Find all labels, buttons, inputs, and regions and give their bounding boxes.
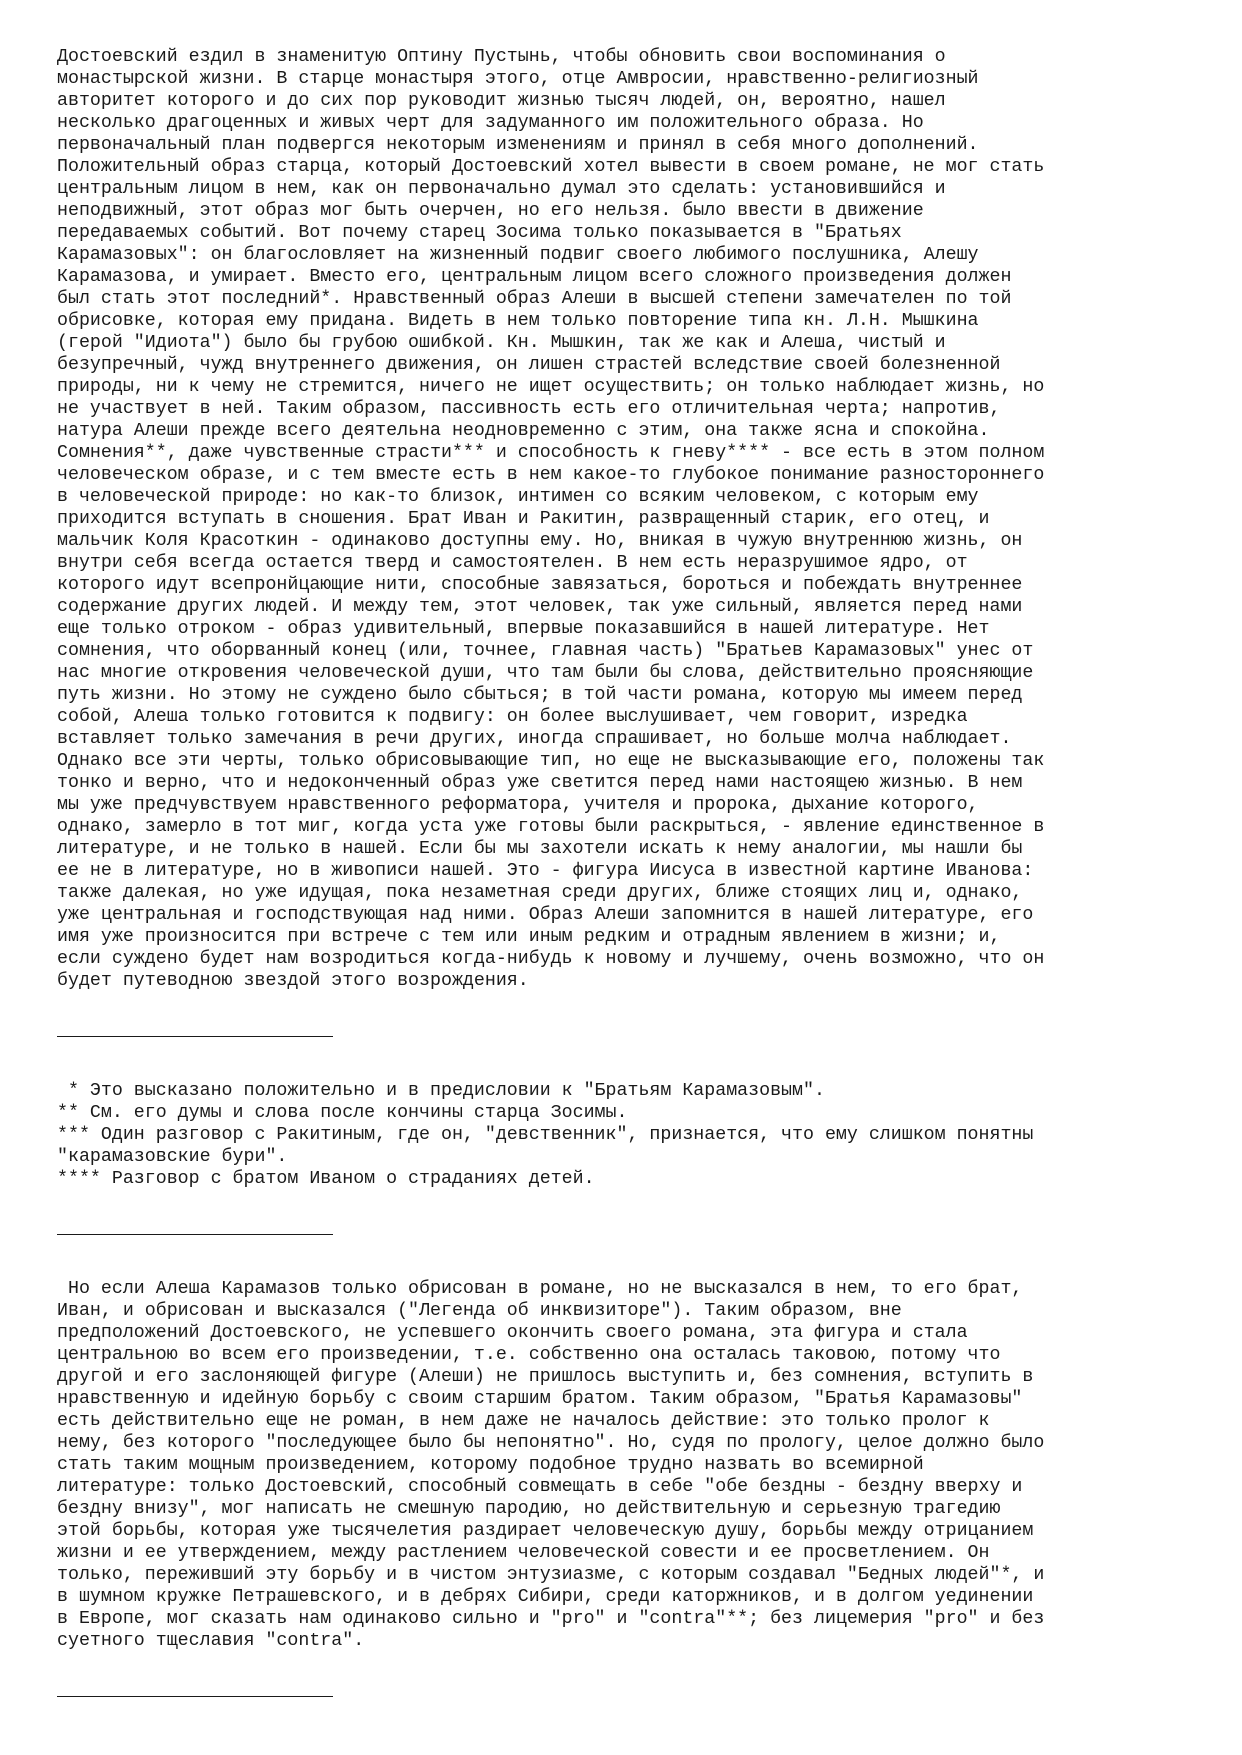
- text-line: Достоевский ездил в знаменитую Оптину Пустынь, чтобы обновить свои воспоминания о: [57, 47, 946, 67]
- text-line: только, переживший эту борьбу и в чистом энтузиазме, с которым создавал "Бедных людей"*, и: [57, 1565, 1045, 1585]
- text-line: несколько драгоценных и живых черт для задуманного им положительного образа. Но: [57, 113, 924, 133]
- text-line: Сомнения**, даже чувственные страсти*** и способность к гневу**** - все есть в этом полном: [57, 443, 1045, 463]
- text-line: (герой "Идиота") было бы грубою ошибкой. Кн. Мышкин, так же как и Алеша, чистый и: [57, 333, 946, 353]
- text-line: сомнения, что оборванный конец (или, точнее, главная часть) "Братьев Карамазовых" унес от: [57, 641, 1034, 661]
- text-line: ее не в литературе, но в живописи нашей. Это - фигура Иисуса в известной картине Иванова:: [57, 861, 1034, 881]
- footnote-divider: [57, 1696, 333, 1718]
- text-line: обрисовке, которая ему придана. Видеть в нем только повторение типа кн. Л.Н. Мышкина: [57, 311, 979, 331]
- text-line: природы, ни к чему не стремится, ничего не ищет осуществить; он только наблюдает жизнь, но: [57, 377, 1045, 397]
- text-line: жизни и ее утверждением, между растлением человеческой совести и ее просветлением. Он: [57, 1543, 990, 1563]
- text-line: неподвижный, этот образ мог быть очерчен, но его нельзя. было ввести в движение: [57, 201, 924, 221]
- footnote-line: * Это высказано положительно и в предисловии к "Братьям Карамазовым".: [57, 1081, 825, 1101]
- text-line: первоначальный план подвергся некоторым изменениям и принял в себя много дополнений.: [57, 135, 979, 155]
- text-line: есть действительно еще не роман, в нем даже не началось действие: это только пролог к: [57, 1411, 990, 1431]
- paragraph-alesha: [57, 46, 1197, 992]
- text-line: не участвует в ней. Таким образом, пассивность есть его отличительная черта; напротив,: [57, 399, 1001, 419]
- text-line: монастырской жизни. В старце монастыря этого, отце Амвросии, нравственно-религиозный: [57, 69, 979, 89]
- text-line: безупречный, чужд внутреннего движения, он лишен страстей вследствие своей болезненной: [57, 355, 1001, 375]
- text-line: литературе: только Достоевский, способный совмещать в себе "обе бездны - бездну вверху и: [57, 1477, 1023, 1497]
- text-line: передаваемых событий. Вот почему старец Зосима только показывается в "Братьях: [57, 223, 902, 243]
- text-line: мальчик Коля Красоткин - одинаково доступны ему. Но, вникая в чужую внутреннюю жизнь, он: [57, 531, 1023, 551]
- text-line: если суждено будет нам возродиться когда-нибудь к новому и лучшему, очень возможно, что он: [57, 949, 1045, 969]
- text-line: в человеческой природе: но как-то близок, интимен со всяким человеком, с которым ему: [57, 487, 979, 507]
- text-line: приходится вступать в сношения. Брат Иван и Ракитин, развращенный старик, его отец, и: [57, 509, 990, 529]
- text-line: центральною во всем его произведении, т.е. собственно она осталась таковою, потому что: [57, 1345, 1001, 1365]
- text-line: Однако все эти черты, только обрисовывающие тип, но еще не высказывающие его, положены так: [57, 751, 1045, 771]
- text-line: содержание других людей. И между тем, этот человек, так уже сильный, является перед нами: [57, 597, 1023, 617]
- paragraph-ivan: [57, 1278, 1197, 1652]
- text-line: Карамазовых": он благословляет на жизненный подвиг своего любимого послушника, Алешу: [57, 245, 979, 265]
- footnote-divider: [57, 1234, 333, 1256]
- document-page: [57, 46, 1197, 1718]
- text-line: внутри себя всегда остается тверд и самостоятелен. В нем есть неразрушимое ядро, от: [57, 553, 968, 573]
- text-line: тонко и верно, что и недоконченный образ уже светится перед нами настоящею жизнью. В нем: [57, 773, 1023, 793]
- footnotes: [57, 1080, 1197, 1190]
- text-line: имя уже произносится при встрече с тем или иным редким и отрадным явлением в жизни; и,: [57, 927, 1001, 947]
- text-line: бездну внизу", мог написать не смешную пародию, но действительную и серьезную трагедию: [57, 1499, 1001, 1519]
- text-line: суетного тщеславия "contra".: [57, 1631, 365, 1651]
- text-line: в Европе, мог сказать нам одинаково сильно и "pro" и "contra"**; без лицемерия "pro" и без: [57, 1609, 1045, 1629]
- text-line: будет путеводною звездой этого возрождения.: [57, 971, 529, 991]
- footnote-line: ** См. его думы и слова после кончины старца Зосимы.: [57, 1103, 628, 1123]
- footnote-line: "карамазовские бури".: [57, 1147, 288, 1167]
- text-line: был стать этот последний*. Нравственный образ Алеши в высшей степени замечателен по той: [57, 289, 1012, 309]
- text-line: нему, без которого "последующее было бы непонятно". Но, судя по прологу, целое должно было: [57, 1433, 1045, 1453]
- text-line: которого идут всепронйцающие нити, способные завязаться, бороться и побеждать внутреннее: [57, 575, 1023, 595]
- text-line: еще только отроком - образ удивительный, впервые показавшийся в нашей литературе. Нет: [57, 619, 990, 639]
- footnote-line: *** Один разговор с Ракитиным, где он, "девственник", признается, что ему слишком понятны: [57, 1125, 1034, 1145]
- text-line: Но если Алеша Карамазов только обрисован в романе, но не высказался в нем, то его брат,: [57, 1279, 1023, 1299]
- text-line: уже центральная и господствующая над ними. Образ Алеши запомнится в нашей литературе, его: [57, 905, 1034, 925]
- text-line: нравственную и идейную борьбу с своим старшим братом. Таким образом, "Братья Карамазовы": [57, 1389, 1023, 1409]
- text-line: в шумном кружке Петрашевского, и в дебрях Сибири, среди каторжников, и в долгом уединении: [57, 1587, 1034, 1607]
- text-line: другой и его заслоняющей фигуре (Алеши) не пришлось выступить и, без сомнения, вступить в: [57, 1367, 1034, 1387]
- footnote-divider: [57, 1036, 333, 1058]
- text-line: литературе, и не только в нашей. Если бы мы захотели искать к нему аналогии, мы нашли бы: [57, 839, 1023, 859]
- text-line: натура Алеши прежде всего деятельна неодновременно с этим, она также ясна и спокойна.: [57, 421, 990, 441]
- text-line: собой, Алеша только готовится к подвигу: он более выслушивает, чем говорит, изредка: [57, 707, 968, 727]
- text-line: Иван, и обрисован и высказался ("Легенда об инквизиторе"). Таким образом, вне: [57, 1301, 902, 1321]
- text-line: центральным лицом в нем, как он первоначально думал это сделать: установившийся и: [57, 179, 946, 199]
- text-line: нас многие откровения человеческой души, что там были бы слова, действительно проясняющие: [57, 663, 1034, 683]
- text-line: этой борьбы, которая уже тысячелетия раздирает человеческую душу, борьбы между отрицанием: [57, 1521, 1034, 1541]
- text-line: Положительный образ старца, который Достоевский хотел вывести в своем романе, не мог стать: [57, 157, 1045, 177]
- text-line: путь жизни. Но этому не суждено было сбыться; в той части романа, которую мы имеем перед: [57, 685, 1023, 705]
- text-line: авторитет которого и до сих пор руководит жизнью тысяч людей, он, вероятно, нашел: [57, 91, 946, 111]
- text-line: мы уже предчувствуем нравственного реформатора, учителя и пророка, дыхание которого,: [57, 795, 979, 815]
- text-line: предположений Достоевского, не успевшего окончить своего романа, эта фигура и стала: [57, 1323, 968, 1343]
- text-line: также далекая, но уже идущая, пока незаметная среди других, ближе стоящих лиц и, однако,: [57, 883, 1023, 903]
- text-line: стать таким мощным произведением, которому подобное трудно назвать во всемирной: [57, 1455, 924, 1475]
- text-line: однако, замерло в тот миг, когда уста уже готовы были раскрыться, - явление единственное в: [57, 817, 1045, 837]
- footnote-line: **** Разговор с братом Иваном о страданиях детей.: [57, 1169, 595, 1189]
- text-line: вставляет только замечания в речи других, иногда спрашивает, но больше молча наблюдает.: [57, 729, 1012, 749]
- text-line: Карамазова, и умирает. Вместо его, центральным лицом всего сложного произведения должен: [57, 267, 1012, 287]
- text-line: человеческом образе, и с тем вместе есть в нем какое-то глубокое понимание разностороннего: [57, 465, 1045, 485]
